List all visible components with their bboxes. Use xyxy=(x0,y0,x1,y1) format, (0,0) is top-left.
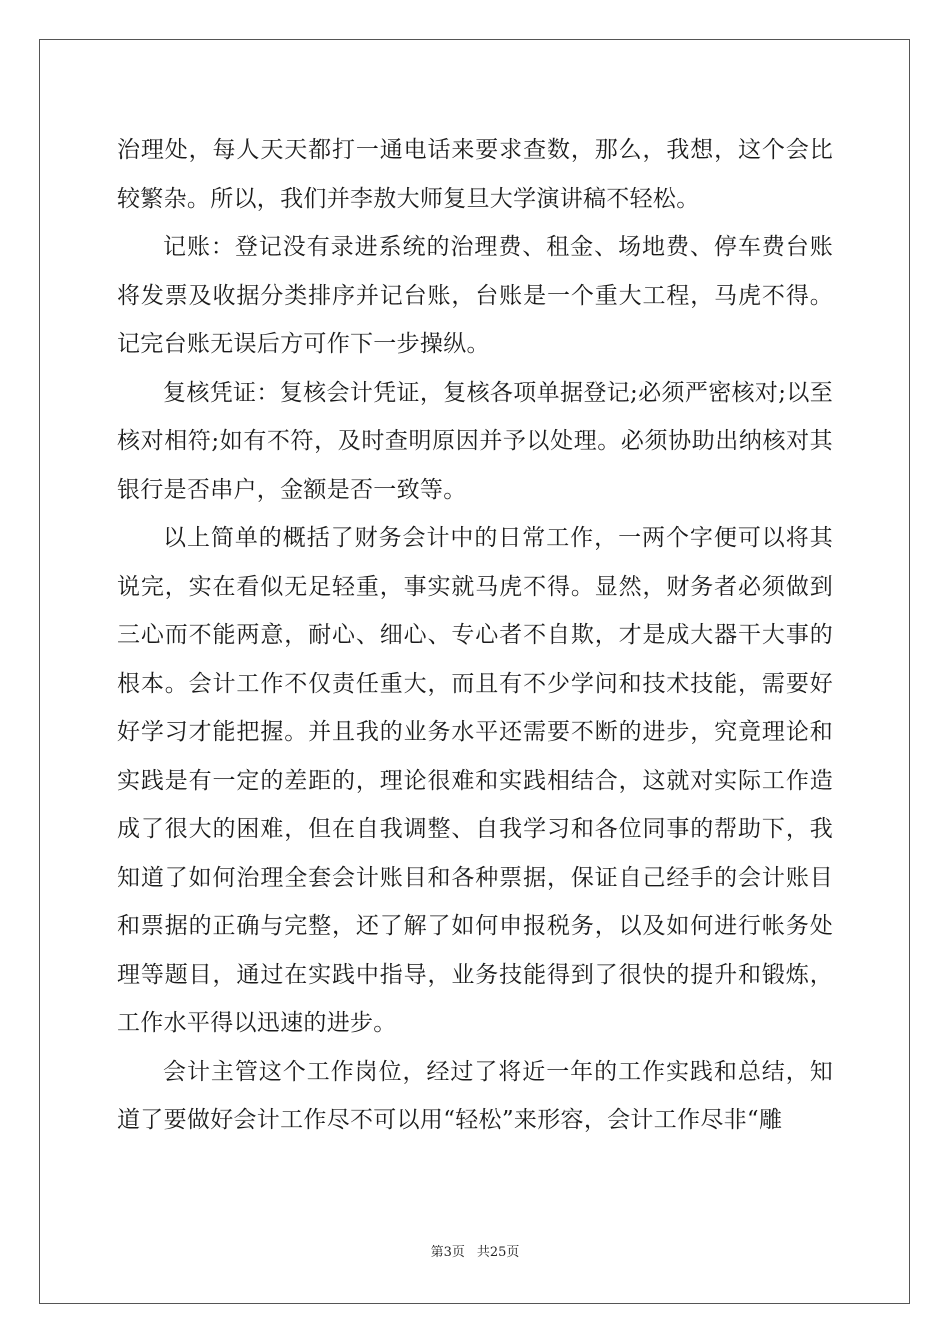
page-footer xyxy=(0,1244,950,1262)
paragraph-2: 记账：登记没有录进系统的治理费、租金、场地费、停车费台账将发票及收据分类排序并记台账，台账是一个重大工程，马虎不得。记完台账无误后方可作下一步操纵。 xyxy=(117,234,833,357)
paragraph-1: 治理处，每人天天都打一通电话来要求查数，那么，我想，这个会比较繁杂。所以，我们并李敖大师复旦大学演讲稿不轻松。 xyxy=(117,137,833,212)
paragraph-3: 复核凭证：复核会计凭证，复核各项单据登记;必须严密核对;以至核对相符;如有不符，及时查明原因并予以处理。必须协助出纳核对其银行是否串户，金额是否一致等。 xyxy=(117,379,833,503)
document-body xyxy=(117,126,833,1145)
paragraph-4: 以上简单的概括了财务会计中的日常工作，一两个字便可以将其说完，实在看似无足轻重，事实就马虎不得。显然，财务者必须做到三心而不能两意，耐心、细心、专心者不自欺，才是成大器干大事的根本。会计工作不仅责任重大，而且有不少学问和技术技能，需要好好学习才能把握。并且我的业务水平还需要不断的进步，究竟理论和实践是有一定的差距的，理论很难和实践相结合，这就对实际工作造成了很大的困难，但在自我调整、自我学习和各位同事的帮助下，我知道了如何治理全套会计账目和各种票据，保证自己经手的会计账目和票据的正确与完整，还了解了如何申报税务，以及如何进行帐务处理等题目，通过在实践中指导，业务技能得到了很快的提升和锻炼，工作水平得以迅速的进步。 xyxy=(117,525,833,1036)
paragraph-5: 会计主管这个工作岗位，经过了将近一年的工作实践和总结，知道了要做好会计工作尽不可以用“轻松”来形容，会计工作尽非“雕 xyxy=(117,1058,833,1133)
page-number: 第3页 xyxy=(430,1245,465,1260)
page-total: 共25页 xyxy=(476,1245,520,1260)
